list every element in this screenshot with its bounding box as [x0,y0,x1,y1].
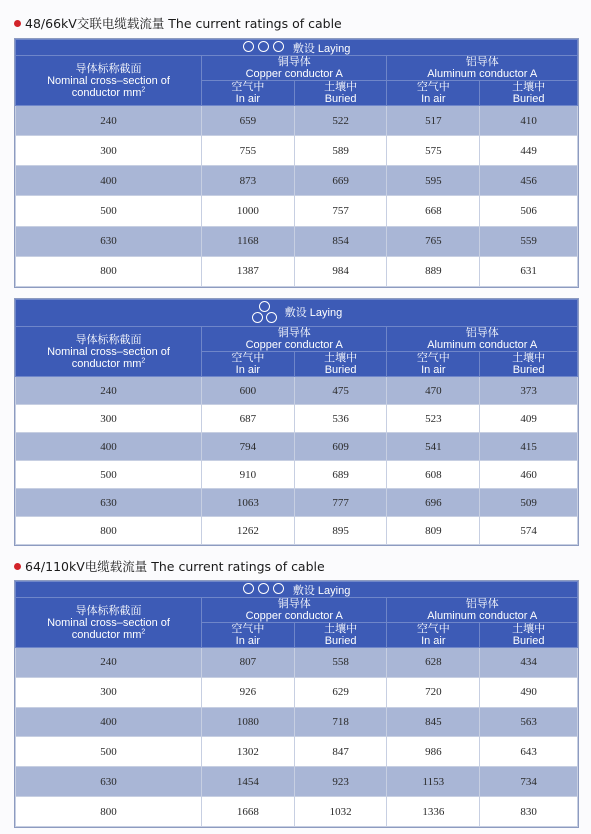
aluminum-label-en: Aluminum conductor A [427,610,538,622]
table-cell: 847 [294,737,387,767]
in-air-header: 空气中 In air [202,352,295,377]
table-cell: 541 [387,433,480,461]
table-cell: 926 [202,677,295,707]
table-row [16,648,578,678]
table-cell: 734 [480,767,578,797]
table-cell: 794 [202,433,295,461]
table-cell: 409 [480,405,578,433]
table-cell: 1000 [202,196,295,226]
table-cell: 800 [16,256,202,286]
table-cell: 522 [294,106,387,136]
laying-label: 敷设 Laying [292,42,351,55]
table-cell: 984 [294,256,387,286]
section-title-text: 64/110kV电缆载流量 The current ratings of cable [25,559,325,574]
in-air-header: 空气中 In air [387,81,480,106]
table-cell: 456 [480,166,578,196]
aluminum-label-cn: 铝导体 [465,56,499,68]
conductor-label-en: Nominal cross–section of [47,74,170,87]
table-cell: 1668 [202,797,295,827]
table-row [16,256,578,286]
table-cell: 536 [294,405,387,433]
table-row [16,797,578,827]
aluminum-header [387,56,578,81]
table-cell: 1454 [202,767,295,797]
aluminum-header [387,598,578,623]
table-row [16,489,578,517]
section-title-66kv [14,14,342,32]
conductor-size-header [16,598,202,648]
table-cell: 558 [294,648,387,678]
laying-label: 敷设 Laying [284,306,343,319]
table-cell: 923 [294,767,387,797]
table-cell: 689 [294,461,387,489]
in-air-header: 空气中 In air [202,623,295,648]
table-cell: 490 [480,677,578,707]
table-cell: 777 [294,489,387,517]
table-cell: 631 [480,256,578,286]
table-cell: 460 [480,461,578,489]
table-row [16,196,578,226]
three-circles-icon [243,41,284,52]
table-row [16,226,578,256]
table-cell: 696 [387,489,480,517]
table-row [16,461,578,489]
table-cell: 240 [16,648,202,678]
aluminum-label-en: Aluminum conductor A [427,68,538,80]
table-cell: 1168 [202,226,295,256]
table-cell: 500 [16,196,202,226]
table-cell: 1032 [294,797,387,827]
table-row [16,517,578,545]
table-cell: 240 [16,377,202,405]
table-cell: 415 [480,433,578,461]
ratings-table-66kv-trefoil [14,298,579,546]
table-row [16,166,578,196]
table-row [16,405,578,433]
in-air-header: 空气中 In air [202,81,295,106]
table-cell: 300 [16,677,202,707]
copper-label-en: Copper conductor A [245,339,343,351]
table-cell: 434 [480,648,578,678]
red-bullet-icon [14,563,21,570]
table-cell: 755 [202,136,295,166]
table-cell: 609 [294,433,387,461]
table-cell: 854 [294,226,387,256]
table-cell: 300 [16,405,202,433]
table-cell: 475 [294,377,387,405]
table-cell: 910 [202,461,295,489]
ratings-table-66kv-flat [14,38,579,288]
conductor-label-unit: conductor $mm^2$ [71,85,146,99]
table-cell: 600 [202,377,295,405]
three-circles-icon [243,583,284,594]
table-row [16,677,578,707]
conductor-label-en: Nominal cross–section of [47,345,170,358]
table-cell: 643 [480,737,578,767]
table-cell: 400 [16,433,202,461]
conductor-label-cn: 导体标称截面 [75,333,142,346]
conductor-label-cn: 导体标称截面 [75,604,142,617]
table-cell: 800 [16,517,202,545]
table-cell: 523 [387,405,480,433]
table-cell: 563 [480,707,578,737]
table-cell: 765 [387,226,480,256]
table-cell: 630 [16,489,202,517]
table-cell: 830 [480,797,578,827]
laying-header [16,40,578,56]
table-cell: 410 [480,106,578,136]
copper-label-en: Copper conductor A [245,68,343,80]
table-cell: 800 [16,797,202,827]
table-cell: 300 [16,136,202,166]
table-cell: 845 [387,707,480,737]
table-cell: 1336 [387,797,480,827]
table-cell: 757 [294,196,387,226]
table-cell: 687 [202,405,295,433]
table-cell: 630 [16,226,202,256]
table-cell: 630 [16,767,202,797]
table-cell: 1302 [202,737,295,767]
table-cell: 1063 [202,489,295,517]
table-cell: 720 [387,677,480,707]
table-cell: 240 [16,106,202,136]
table-cell: 1262 [202,517,295,545]
copper-label-cn: 铜导体 [277,327,311,339]
table-row [16,106,578,136]
table-cell: 575 [387,136,480,166]
section-title-text: 48/66kV交联电缆载流量 The current ratings of cable [25,16,342,31]
table-cell: 500 [16,737,202,767]
copper-header [202,598,387,623]
laying-header [16,582,578,598]
table-cell: 449 [480,136,578,166]
table-row [16,136,578,166]
table-row [16,377,578,405]
section-title-110kv [14,557,325,575]
conductor-label-unit: conductor $mm^2$ [71,356,146,370]
laying-label: 敷设 Laying [292,584,351,597]
table-cell: 595 [387,166,480,196]
table-cell: 574 [480,517,578,545]
aluminum-label-cn: 铝导体 [465,598,499,610]
table-cell: 400 [16,166,202,196]
table-cell: 986 [387,737,480,767]
aluminum-label-cn: 铝导体 [465,327,499,339]
buried-header: 土壤中 Buried [294,623,387,648]
trefoil-circles-icon [251,301,279,325]
buried-header: 土壤中 Buried [294,352,387,377]
table-cell: 470 [387,377,480,405]
in-air-header: 空气中 In air [387,352,480,377]
table-cell: 873 [202,166,295,196]
table-cell: 400 [16,707,202,737]
table-row [16,737,578,767]
table-cell: 889 [387,256,480,286]
in-air-header: 空气中 In air [387,623,480,648]
table-cell: 1387 [202,256,295,286]
conductor-size-header [16,56,202,106]
table-cell: 500 [16,461,202,489]
buried-header: 土壤中 Buried [480,623,578,648]
table-cell: 809 [387,517,480,545]
conductor-label-en: Nominal cross–section of [47,616,170,629]
table-cell: 895 [294,517,387,545]
copper-label-en: Copper conductor A [245,610,343,622]
table-cell: 668 [387,196,480,226]
buried-header: 土壤中 Buried [480,81,578,106]
table-cell: 669 [294,166,387,196]
table-cell: 807 [202,648,295,678]
table-row [16,707,578,737]
table-row [16,433,578,461]
aluminum-label-en: Aluminum conductor A [427,339,538,351]
table-cell: 608 [387,461,480,489]
table-cell: 589 [294,136,387,166]
aluminum-header [387,327,578,352]
table-cell: 1153 [387,767,480,797]
table-cell: 629 [294,677,387,707]
table-cell: 509 [480,489,578,517]
ratings-table-110kv-flat [14,580,579,828]
copper-label-cn: 铜导体 [277,56,311,68]
table-cell: 559 [480,226,578,256]
table-cell: 1080 [202,707,295,737]
red-bullet-icon [14,20,21,27]
table-cell: 628 [387,648,480,678]
copper-header [202,327,387,352]
conductor-size-header [16,327,202,377]
conductor-label-unit: conductor $mm^2$ [71,627,146,641]
table-cell: 517 [387,106,480,136]
buried-header: 土壤中 Buried [294,81,387,106]
table-row [16,767,578,797]
copper-label-cn: 铜导体 [277,598,311,610]
table-cell: 506 [480,196,578,226]
table-cell: 373 [480,377,578,405]
copper-header [202,56,387,81]
table-cell: 659 [202,106,295,136]
buried-header: 土壤中 Buried [480,352,578,377]
conductor-label-cn: 导体标称截面 [75,62,142,75]
laying-header [16,300,578,327]
table-cell: 718 [294,707,387,737]
